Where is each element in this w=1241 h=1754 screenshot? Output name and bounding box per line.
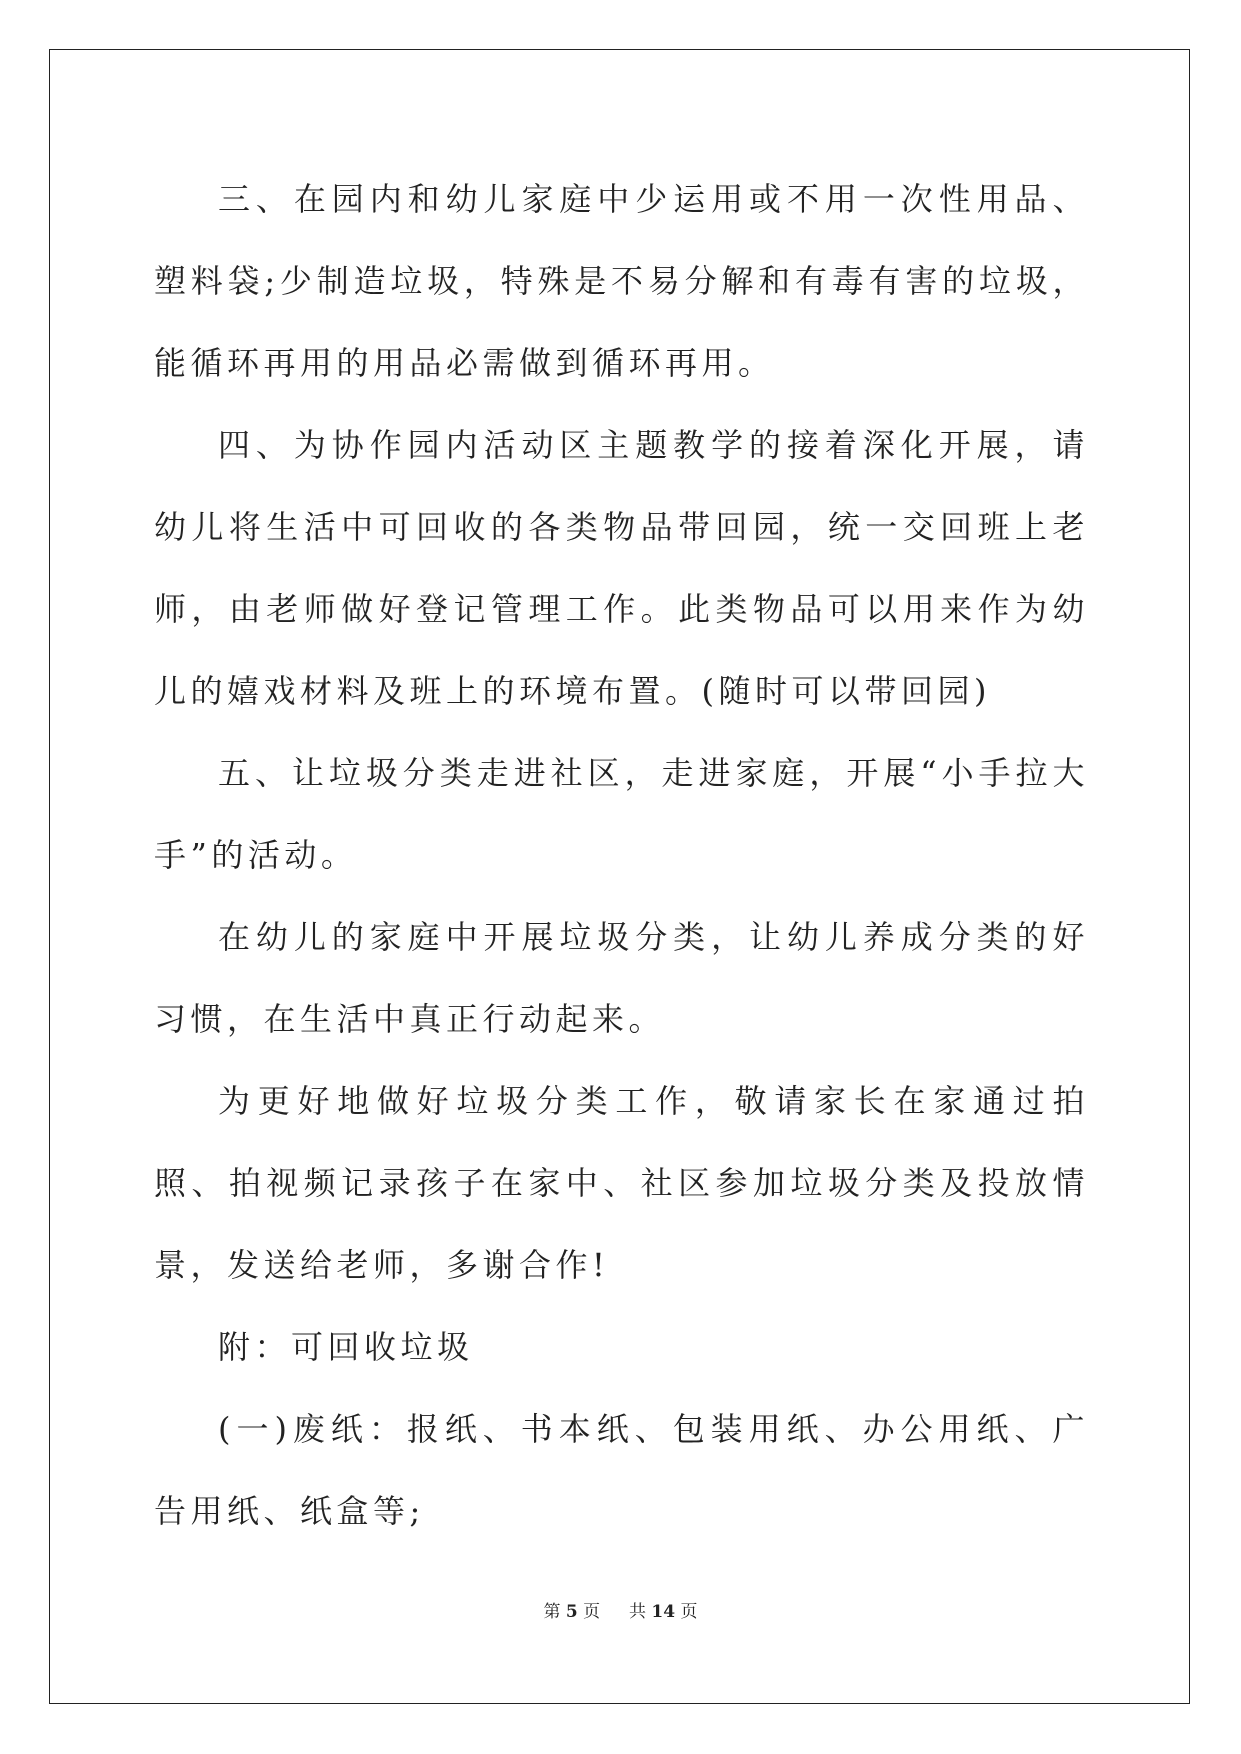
total-prefix: 共 (628, 1602, 646, 1622)
paragraph-5: 五、让垃圾分类走进社区，走进家庭，开展“小手拉大手”的活动。 (154, 754, 1089, 874)
paragraph-3: 三、在园内和幼儿家庭中少运用或不用一次性用品、塑料袋;少制造垃圾，特殊是不易分解和有毒有害的垃圾，能循环再用的用品必需做到循环再用。 (154, 180, 1089, 382)
page-suffix: 页 (583, 1602, 601, 1622)
appendix-item-paper: (一)废纸：报纸、书本纸、包装用纸、办公用纸、广告用纸、纸盒等; (154, 1410, 1089, 1530)
page-prefix: 第 (543, 1602, 561, 1622)
appendix-heading: 附：可回收垃圾 (218, 1328, 474, 1366)
page-footer (0, 1597, 1241, 1622)
paragraph-parent-request: 为更好地做好垃圾分类工作，敬请家长在家通过拍照、拍视频记录孩子在家中、社区参加垃圾分类及投放情景，发送给老师，多谢合作! (154, 1082, 1089, 1284)
page-number: 5 (565, 1602, 578, 1622)
total-suffix: 页 (680, 1602, 698, 1622)
total-pages: 14 (651, 1602, 676, 1622)
document-body (154, 158, 1089, 1552)
paragraph-4: 四、为协作园内活动区主题教学的接着深化开展，请幼儿将生活中可回收的各类物品带回园，统一交回班上老师，由老师做好登记管理工作。此类物品可以用来作为幼儿的嬉戏材料及班上的环境布置。(随时可以带回园) (154, 426, 1089, 710)
paragraph-home-sorting: 在幼儿的家庭中开展垃圾分类，让幼儿养成分类的好习惯，在生活中真正行动起来。 (154, 918, 1089, 1038)
